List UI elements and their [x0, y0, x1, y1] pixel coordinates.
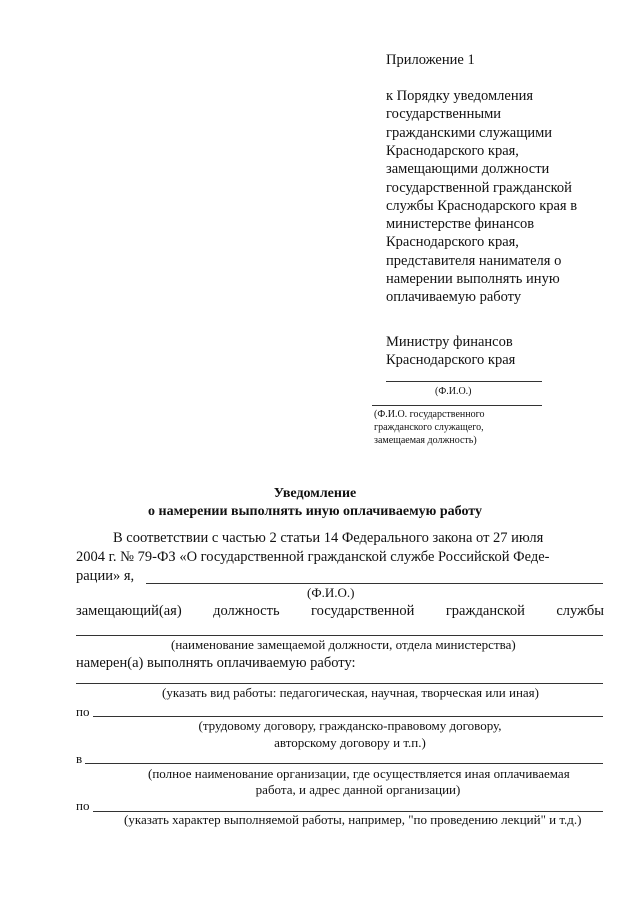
organization-caption-1: (полное наименование организации, где осуществляется иная оплачиваемая [148, 766, 570, 781]
body-fio-caption: (Ф.И.О.) [307, 585, 355, 600]
v-label: в [76, 751, 83, 766]
heading-subtitle: о намерении выполнять иную оплачиваемую работу [148, 504, 482, 519]
paragraph-line-2: 2004 г. № 79-ФЗ «О государственной гражданской службе Российской Феде- [76, 549, 550, 565]
heading-title: Уведомление [273, 486, 357, 501]
character-caption: (указать характер выполняемой работы, например, "по проведению лекций" и т.д.) [124, 812, 582, 827]
work-type-fill-line [76, 683, 603, 684]
appendix-line: к Порядку уведомления [386, 88, 534, 104]
employee-caption-1: (Ф.И.О. государственного [374, 409, 485, 420]
holding-word-4: гражданской [445, 603, 525, 619]
fio-caption: (Ф.И.О.) [435, 386, 472, 397]
addressee-line-1: Министру финансов [386, 334, 513, 350]
appendix-line: гражданскими служащими [386, 124, 553, 141]
position-fill-line [76, 635, 603, 636]
holding-word-5: службы [556, 603, 604, 619]
appendix-line: замещающими должности [386, 161, 550, 178]
holding-word-1: замещающий(ая) [76, 603, 182, 619]
employee-blank-line [372, 405, 542, 406]
fio-fill-line [146, 583, 603, 584]
contract-caption-2: авторскому договору и т.п.) [274, 735, 426, 750]
paragraph-line-3: рации» я, [76, 568, 135, 584]
contract-fill-line [93, 716, 603, 717]
appendix-line: Краснодарского края, [386, 234, 519, 251]
appendix-line: государственной гражданской [386, 179, 572, 196]
po-label: по [76, 704, 90, 719]
fio-blank-line [386, 381, 542, 382]
appendix-title: Приложение 1 [386, 52, 475, 68]
holding-position-row [76, 603, 604, 620]
addressee-line-2: Краснодарского края [386, 352, 516, 368]
appendix-line: министерстве финансов [386, 216, 535, 233]
appendix-line: Краснодарского края, [386, 142, 519, 159]
holding-word-2: должность [213, 603, 280, 619]
organization-fill-line [85, 763, 603, 764]
contract-caption-1: (трудовому договору, гражданско-правовому договору, [198, 718, 502, 733]
position-caption: (наименование замещаемой должности, отдела министерства) [171, 637, 516, 652]
appendix-line: службы Краснодарского края в [386, 197, 578, 214]
work-type-caption: (указать вид работы: педагогическая, научная, творческая или иная) [162, 685, 539, 700]
po-label-2: по [76, 798, 90, 813]
paragraph-line-1: В соответствии с частью 2 статьи 14 Федерального закона от 27 июля [113, 530, 544, 546]
appendix-line: намерении выполнять иную [386, 271, 560, 287]
appendix-line: государственными [386, 106, 502, 123]
intends-text: намерен(а) выполнять оплачиваемую работу: [76, 655, 356, 671]
employee-caption-3: замещаемая должность) [374, 435, 477, 446]
appendix-line: оплачиваемую работу [386, 289, 522, 306]
employee-caption-2: гражданского служащего, [374, 422, 484, 433]
organization-caption-2: работа, и адрес данной организации) [255, 782, 461, 797]
holding-word-3: государственной [311, 603, 415, 619]
appendix-line: представителя нанимателя о [386, 252, 562, 269]
